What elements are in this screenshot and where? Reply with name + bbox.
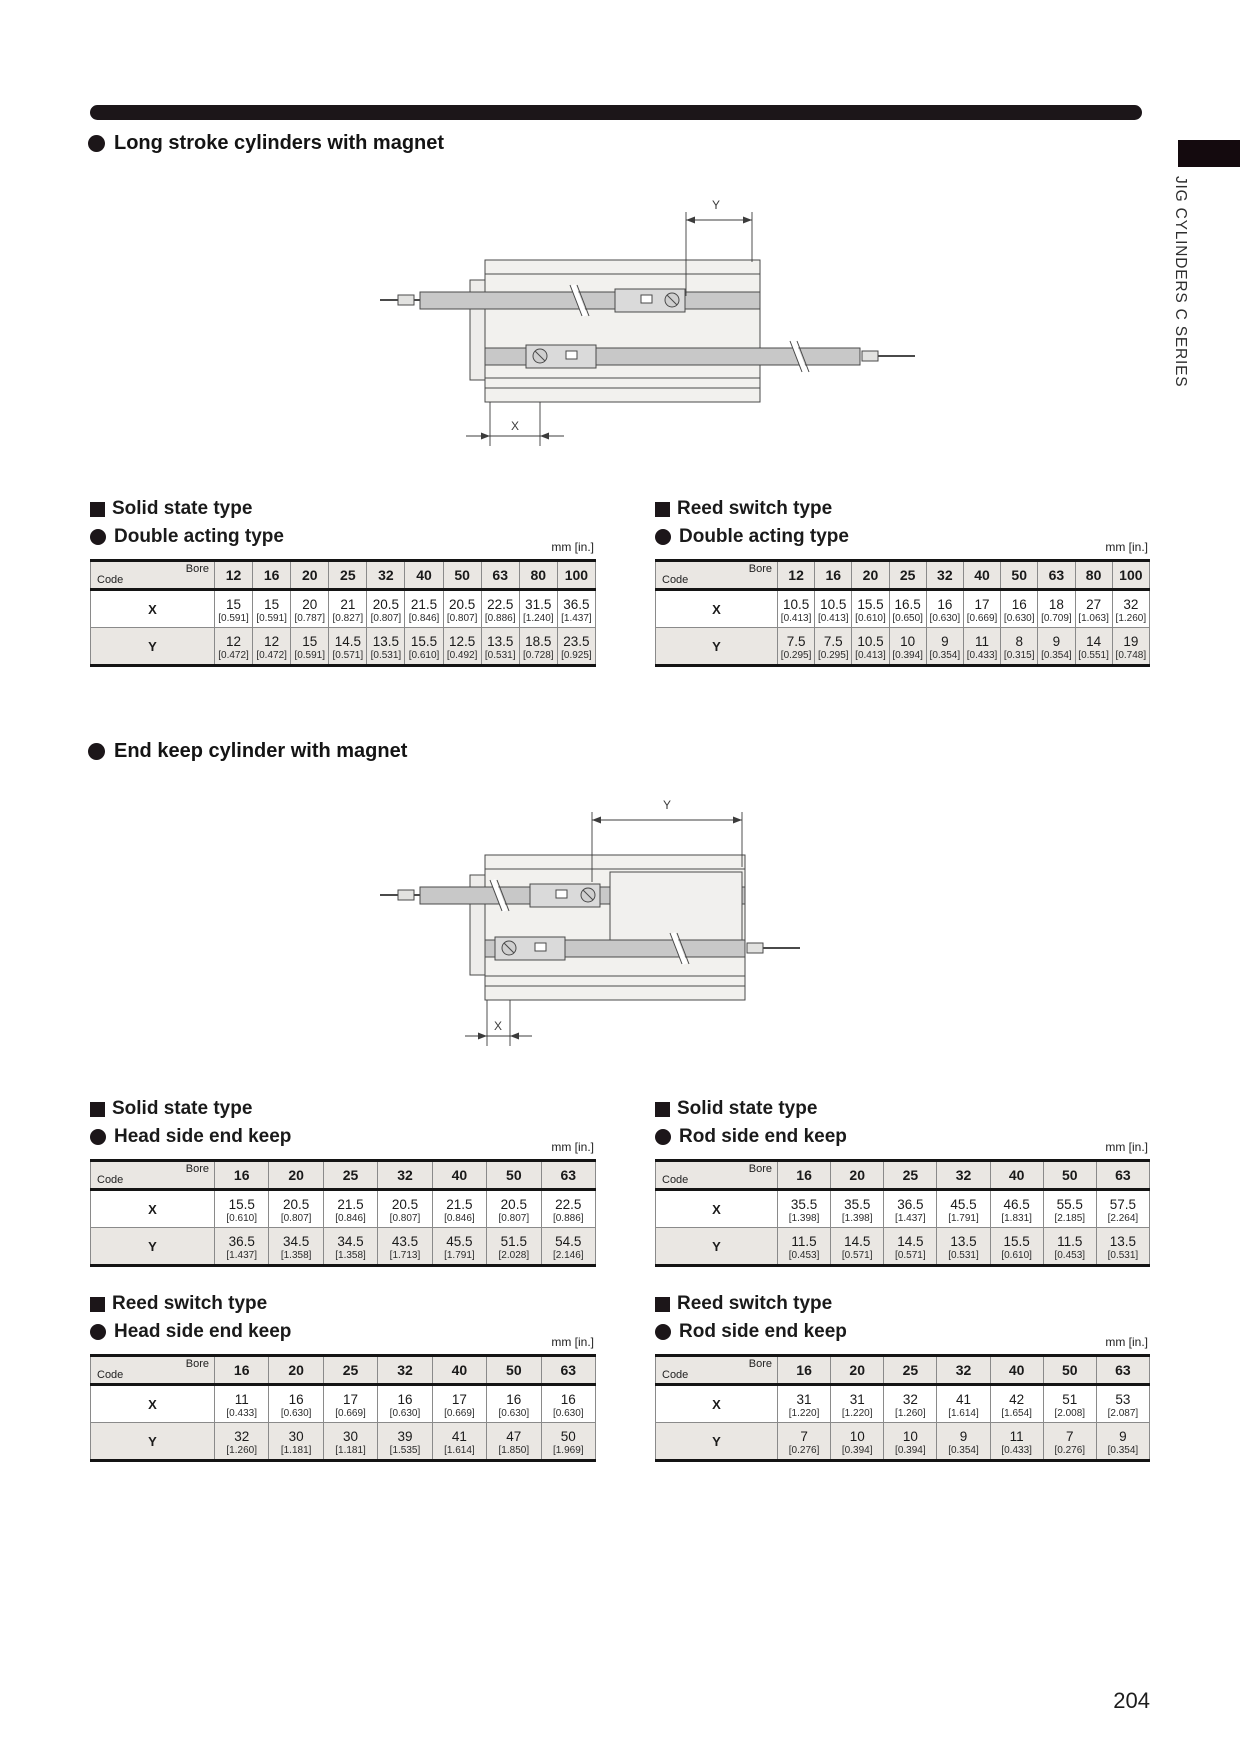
square-marker-icon xyxy=(655,1102,670,1117)
value-cell: 13.5 [0.531] xyxy=(481,628,519,666)
value-cell: 54.5 [2.146] xyxy=(541,1228,595,1266)
value-cell: 36.5 [1.437] xyxy=(557,590,595,628)
value-cell: 18.5 [0.728] xyxy=(519,628,557,666)
type-title: Reed switch type xyxy=(655,497,1150,521)
value-cell: 16 [0.630] xyxy=(926,590,963,628)
value-cell: 36.5 [1.437] xyxy=(884,1190,937,1228)
sensor-indicator xyxy=(641,295,652,303)
dimension-code-cell: Y xyxy=(91,628,215,666)
value-cell: 17 [0.669] xyxy=(432,1385,486,1423)
dimension-table xyxy=(655,559,1150,667)
value-cell: 20.5 [0.807] xyxy=(443,590,481,628)
value-cell: 47 [1.850] xyxy=(487,1423,541,1461)
value-cell: 36.5 [1.437] xyxy=(215,1228,269,1266)
value-cell: 7 [0.276] xyxy=(1043,1423,1096,1461)
type-title: Solid state type xyxy=(655,1097,1150,1121)
bore-header-cell: 12 xyxy=(778,561,815,590)
dimension-x-label: X xyxy=(493,1019,503,1033)
table-row xyxy=(656,590,1150,628)
table-row xyxy=(91,1228,596,1266)
bore-header-cell: 100 xyxy=(1112,561,1149,590)
value-cell: 16.5 [0.650] xyxy=(889,590,926,628)
bore-header-cell: 20 xyxy=(852,561,889,590)
value-cell: 55.5 [2.185] xyxy=(1043,1190,1096,1228)
code-label: Code xyxy=(662,1369,689,1381)
dimension-code-cell: X xyxy=(91,590,215,628)
bore-header-cell: 40 xyxy=(963,561,1000,590)
bore-header-cell: 20 xyxy=(831,1356,884,1385)
solid-state-double-acting-block xyxy=(90,497,596,677)
value-cell: 11 [0.433] xyxy=(963,628,1000,666)
code-label: Code xyxy=(97,1174,124,1186)
dimension-code-cell: Y xyxy=(656,628,778,666)
bore-label: Bore xyxy=(748,1163,772,1175)
value-cell: 34.5 [1.358] xyxy=(269,1228,323,1266)
value-cell: 16 [0.630] xyxy=(269,1385,323,1423)
dot-marker-icon xyxy=(90,1129,106,1145)
bore-header-cell: 32 xyxy=(926,561,963,590)
bore-header-cell: 40 xyxy=(405,561,443,590)
code-label: Code xyxy=(662,574,689,586)
square-marker-icon xyxy=(90,1297,105,1312)
bore-header-cell: 40 xyxy=(432,1161,486,1190)
units-label: mm [in.] xyxy=(551,1335,594,1349)
value-cell: 7 [0.276] xyxy=(778,1423,831,1461)
value-cell: 39 [1.535] xyxy=(378,1423,432,1461)
bore-header-cell: 50 xyxy=(487,1356,541,1385)
value-cell: 10.5 [0.413] xyxy=(815,590,852,628)
value-cell: 15 [0.591] xyxy=(291,628,329,666)
value-cell: 8 [0.315] xyxy=(1001,628,1038,666)
bore-header-cell: 100 xyxy=(557,561,595,590)
value-cell: 31 [1.220] xyxy=(778,1385,831,1423)
value-cell: 35.5 [1.398] xyxy=(778,1190,831,1228)
bore-header-cell: 63 xyxy=(1096,1161,1149,1190)
long-stroke-cylinder-drawing xyxy=(370,172,930,472)
value-cell: 20.5 [0.807] xyxy=(378,1190,432,1228)
bore-header-cell: 32 xyxy=(937,1356,990,1385)
solid-state-head-side-block xyxy=(90,1097,596,1277)
value-cell: 17 [0.669] xyxy=(323,1385,377,1423)
solid-state-rod-side-block xyxy=(655,1097,1150,1277)
bore-header-cell: 40 xyxy=(432,1356,486,1385)
sensor-indicator xyxy=(566,351,577,359)
value-cell: 16 [0.630] xyxy=(1001,590,1038,628)
table-row xyxy=(656,628,1150,666)
bore-header-cell: 20 xyxy=(269,1356,323,1385)
value-cell: 41 [1.614] xyxy=(432,1423,486,1461)
bore-header-cell: 20 xyxy=(831,1161,884,1190)
value-cell: 14.5 [0.571] xyxy=(831,1228,884,1266)
bore-label: Bore xyxy=(185,1163,209,1175)
value-cell: 42 [1.654] xyxy=(990,1385,1043,1423)
value-cell: 30 [1.181] xyxy=(323,1423,377,1461)
value-cell: 51.5 [2.028] xyxy=(487,1228,541,1266)
bore-header-cell: 32 xyxy=(378,1161,432,1190)
bore-label: Bore xyxy=(185,563,209,575)
value-cell: 14.5 [0.571] xyxy=(329,628,367,666)
code-bore-corner-cell xyxy=(91,1161,215,1190)
bore-header-cell: 12 xyxy=(215,561,253,590)
type-title: Reed switch type xyxy=(90,1292,596,1316)
bullet-dot-icon xyxy=(88,743,105,760)
value-cell: 34.5 [1.358] xyxy=(323,1228,377,1266)
value-cell: 10.5 [0.413] xyxy=(852,628,889,666)
value-cell: 12 [0.472] xyxy=(215,628,253,666)
value-cell: 17 [0.669] xyxy=(963,590,1000,628)
value-cell: 14 [0.551] xyxy=(1075,628,1112,666)
dot-marker-icon xyxy=(655,1129,671,1145)
value-cell: 22.5 [0.886] xyxy=(541,1190,595,1228)
table-row xyxy=(656,1228,1150,1266)
dimension-table xyxy=(655,1159,1150,1267)
table-row xyxy=(91,590,596,628)
value-cell: 20.5 [0.807] xyxy=(487,1190,541,1228)
bore-header-cell: 25 xyxy=(323,1356,377,1385)
value-cell: 27 [1.063] xyxy=(1075,590,1112,628)
dimension-code-cell: Y xyxy=(656,1228,778,1266)
code-bore-corner-cell xyxy=(91,1356,215,1385)
value-cell: 15.5 [0.610] xyxy=(852,590,889,628)
dot-marker-icon xyxy=(90,1324,106,1340)
bore-header-cell: 20 xyxy=(269,1161,323,1190)
value-cell: 32 [1.260] xyxy=(1112,590,1149,628)
value-cell: 30 [1.181] xyxy=(269,1423,323,1461)
code-bore-corner-cell xyxy=(656,1161,778,1190)
bore-header-cell: 50 xyxy=(1001,561,1038,590)
value-cell: 43.5 [1.713] xyxy=(378,1228,432,1266)
table-row xyxy=(656,1385,1150,1423)
value-cell: 11.5 [0.453] xyxy=(778,1228,831,1266)
bore-header-cell: 63 xyxy=(541,1161,595,1190)
value-cell: 11.5 [0.453] xyxy=(1043,1228,1096,1266)
units-label: mm [in.] xyxy=(1105,1335,1148,1349)
value-cell: 45.5 [1.791] xyxy=(937,1190,990,1228)
bore-header-cell: 50 xyxy=(1043,1356,1096,1385)
value-cell: 31 [1.220] xyxy=(831,1385,884,1423)
series-vertical-title: JIG CYLINDERS C SERIES xyxy=(1172,176,1189,388)
sensor-indicator xyxy=(535,943,546,951)
table-row xyxy=(656,1423,1150,1461)
value-cell: 18 [0.709] xyxy=(1038,590,1075,628)
table-row xyxy=(91,1423,596,1461)
bore-header-cell: 16 xyxy=(815,561,852,590)
value-cell: 20.5 [0.807] xyxy=(367,590,405,628)
value-cell: 10 [0.394] xyxy=(884,1423,937,1461)
value-cell: 12 [0.472] xyxy=(253,628,291,666)
square-marker-icon xyxy=(90,1102,105,1117)
value-cell: 22.5 [0.886] xyxy=(481,590,519,628)
dimension-y-label: Y xyxy=(662,798,672,812)
bore-header-cell: 50 xyxy=(487,1161,541,1190)
dimension-table xyxy=(90,559,596,667)
value-cell: 13.5 [0.531] xyxy=(1096,1228,1149,1266)
reed-switch-rod-side-block xyxy=(655,1292,1150,1472)
value-cell: 15 [0.591] xyxy=(215,590,253,628)
value-cell: 53 [2.087] xyxy=(1096,1385,1149,1423)
value-cell: 9 [0.354] xyxy=(937,1423,990,1461)
value-cell: 15 [0.591] xyxy=(253,590,291,628)
code-bore-corner-cell xyxy=(656,1356,778,1385)
bore-label: Bore xyxy=(748,563,772,575)
bore-header-cell: 16 xyxy=(778,1161,831,1190)
reed-switch-head-side-block xyxy=(90,1292,596,1472)
dimension-code-cell: Y xyxy=(91,1423,215,1461)
value-cell: 11 [0.433] xyxy=(990,1423,1043,1461)
bore-header-cell: 63 xyxy=(1096,1356,1149,1385)
bore-header-cell: 40 xyxy=(990,1161,1043,1190)
sub-title: Rod side end keep xyxy=(655,1320,1150,1344)
end-keep-unit xyxy=(610,872,742,944)
bore-header-cell: 63 xyxy=(541,1356,595,1385)
bore-header-cell: 80 xyxy=(519,561,557,590)
value-cell: 10 [0.394] xyxy=(831,1423,884,1461)
dimension-x xyxy=(465,1000,532,1046)
dot-marker-icon xyxy=(655,529,671,545)
value-cell: 16 [0.630] xyxy=(487,1385,541,1423)
value-cell: 21.5 [0.846] xyxy=(323,1190,377,1228)
value-cell: 15.5 [0.610] xyxy=(405,628,443,666)
dimension-code-cell: X xyxy=(91,1385,215,1423)
value-cell: 35.5 [1.398] xyxy=(831,1190,884,1228)
value-cell: 23.5 [0.925] xyxy=(557,628,595,666)
dimension-code-cell: Y xyxy=(91,1228,215,1266)
value-cell: 7.5 [0.295] xyxy=(778,628,815,666)
section-heading-end-keep xyxy=(88,740,407,763)
bore-header-cell: 32 xyxy=(937,1161,990,1190)
code-bore-corner-cell xyxy=(91,561,215,590)
side-index-tab xyxy=(1178,140,1240,167)
sub-title: Rod side end keep xyxy=(655,1125,1150,1149)
value-cell: 9 [0.354] xyxy=(1038,628,1075,666)
value-cell: 21 [0.827] xyxy=(329,590,367,628)
type-title: Reed switch type xyxy=(655,1292,1150,1316)
sub-title: Head side end keep xyxy=(90,1125,596,1149)
value-cell: 31.5 [1.240] xyxy=(519,590,557,628)
table-row xyxy=(656,1190,1150,1228)
value-cell: 15.5 [0.610] xyxy=(990,1228,1043,1266)
code-label: Code xyxy=(662,1174,689,1186)
table-row xyxy=(91,1190,596,1228)
code-bore-corner-cell xyxy=(656,561,778,590)
sub-title: Double acting type xyxy=(655,525,1150,549)
type-title: Solid state type xyxy=(90,497,596,521)
value-cell: 16 [0.630] xyxy=(541,1385,595,1423)
value-cell: 21.5 [0.846] xyxy=(405,590,443,628)
value-cell: 16 [0.630] xyxy=(378,1385,432,1423)
value-cell: 32 [1.260] xyxy=(884,1385,937,1423)
type-title: Solid state type xyxy=(90,1097,596,1121)
code-label: Code xyxy=(97,574,124,586)
square-marker-icon xyxy=(655,1297,670,1312)
section-heading-label: End keep cylinder with magnet xyxy=(114,740,408,762)
bore-header-cell: 63 xyxy=(481,561,519,590)
value-cell: 12.5 [0.492] xyxy=(443,628,481,666)
dot-marker-icon xyxy=(655,1324,671,1340)
dimension-code-cell: X xyxy=(656,1190,778,1228)
dimension-code-cell: Y xyxy=(656,1423,778,1461)
section-heading-label: Long stroke cylinders with magnet xyxy=(114,132,445,154)
units-label: mm [in.] xyxy=(551,540,594,554)
value-cell: 9 [0.354] xyxy=(926,628,963,666)
sub-title: Double acting type xyxy=(90,525,596,549)
value-cell: 13.5 [0.531] xyxy=(367,628,405,666)
value-cell: 15.5 [0.610] xyxy=(215,1190,269,1228)
bore-label: Bore xyxy=(748,1358,772,1370)
bore-header-cell: 25 xyxy=(884,1161,937,1190)
square-marker-icon xyxy=(90,502,105,517)
value-cell: 21.5 [0.846] xyxy=(432,1190,486,1228)
value-cell: 20.5 [0.807] xyxy=(269,1190,323,1228)
top-rule-bar xyxy=(90,105,1142,120)
value-cell: 51 [2.008] xyxy=(1043,1385,1096,1423)
bore-header-cell: 63 xyxy=(1038,561,1075,590)
dimension-y-label: Y xyxy=(711,198,721,212)
square-marker-icon xyxy=(655,502,670,517)
units-label: mm [in.] xyxy=(551,1140,594,1154)
bore-header-cell: 16 xyxy=(215,1356,269,1385)
value-cell: 10 [0.394] xyxy=(889,628,926,666)
table-row xyxy=(91,1385,596,1423)
bore-header-cell: 80 xyxy=(1075,561,1112,590)
bore-header-cell: 16 xyxy=(253,561,291,590)
end-keep-cylinder-drawing xyxy=(370,782,930,1082)
dimension-table xyxy=(90,1354,596,1462)
page-number: 204 xyxy=(1113,1688,1150,1713)
value-cell: 46.5 [1.831] xyxy=(990,1190,1043,1228)
dimension-code-cell: X xyxy=(656,1385,778,1423)
bore-header-cell: 25 xyxy=(889,561,926,590)
bore-header-cell: 50 xyxy=(1043,1161,1096,1190)
bore-header-cell: 50 xyxy=(443,561,481,590)
bore-header-cell: 25 xyxy=(323,1161,377,1190)
sub-title: Head side end keep xyxy=(90,1320,596,1344)
value-cell: 11 [0.433] xyxy=(215,1385,269,1423)
bore-header-cell: 20 xyxy=(291,561,329,590)
code-label: Code xyxy=(97,1369,124,1381)
value-cell: 10.5 [0.413] xyxy=(778,590,815,628)
value-cell: 32 [1.260] xyxy=(215,1423,269,1461)
sensor-indicator xyxy=(556,890,567,898)
dimension-code-cell: X xyxy=(91,1190,215,1228)
bore-header-cell: 25 xyxy=(884,1356,937,1385)
value-cell: 7.5 [0.295] xyxy=(815,628,852,666)
dimension-code-cell: X xyxy=(656,590,778,628)
dot-marker-icon xyxy=(90,529,106,545)
bore-header-cell: 16 xyxy=(778,1356,831,1385)
table-row xyxy=(91,628,596,666)
section-heading-long-stroke xyxy=(88,132,444,155)
dimension-x xyxy=(466,402,564,446)
dimension-table xyxy=(655,1354,1150,1462)
value-cell: 50 [1.969] xyxy=(541,1423,595,1461)
bullet-dot-icon xyxy=(88,135,105,152)
bore-header-cell: 32 xyxy=(367,561,405,590)
reed-switch-double-acting-block xyxy=(655,497,1150,677)
bore-header-cell: 16 xyxy=(215,1161,269,1190)
bore-header-cell: 40 xyxy=(990,1356,1043,1385)
value-cell: 19 [0.748] xyxy=(1112,628,1149,666)
value-cell: 57.5 [2.264] xyxy=(1096,1190,1149,1228)
cylinder-body xyxy=(470,260,760,402)
value-cell: 45.5 [1.791] xyxy=(432,1228,486,1266)
dimension-table xyxy=(90,1159,596,1267)
bore-header-cell: 25 xyxy=(329,561,367,590)
bore-label: Bore xyxy=(185,1358,209,1370)
value-cell: 14.5 [0.571] xyxy=(884,1228,937,1266)
units-label: mm [in.] xyxy=(1105,1140,1148,1154)
dimension-x-label: X xyxy=(510,419,520,433)
value-cell: 41 [1.614] xyxy=(937,1385,990,1423)
value-cell: 13.5 [0.531] xyxy=(937,1228,990,1266)
bore-header-cell: 32 xyxy=(378,1356,432,1385)
value-cell: 9 [0.354] xyxy=(1096,1423,1149,1461)
units-label: mm [in.] xyxy=(1105,540,1148,554)
value-cell: 20 [0.787] xyxy=(291,590,329,628)
